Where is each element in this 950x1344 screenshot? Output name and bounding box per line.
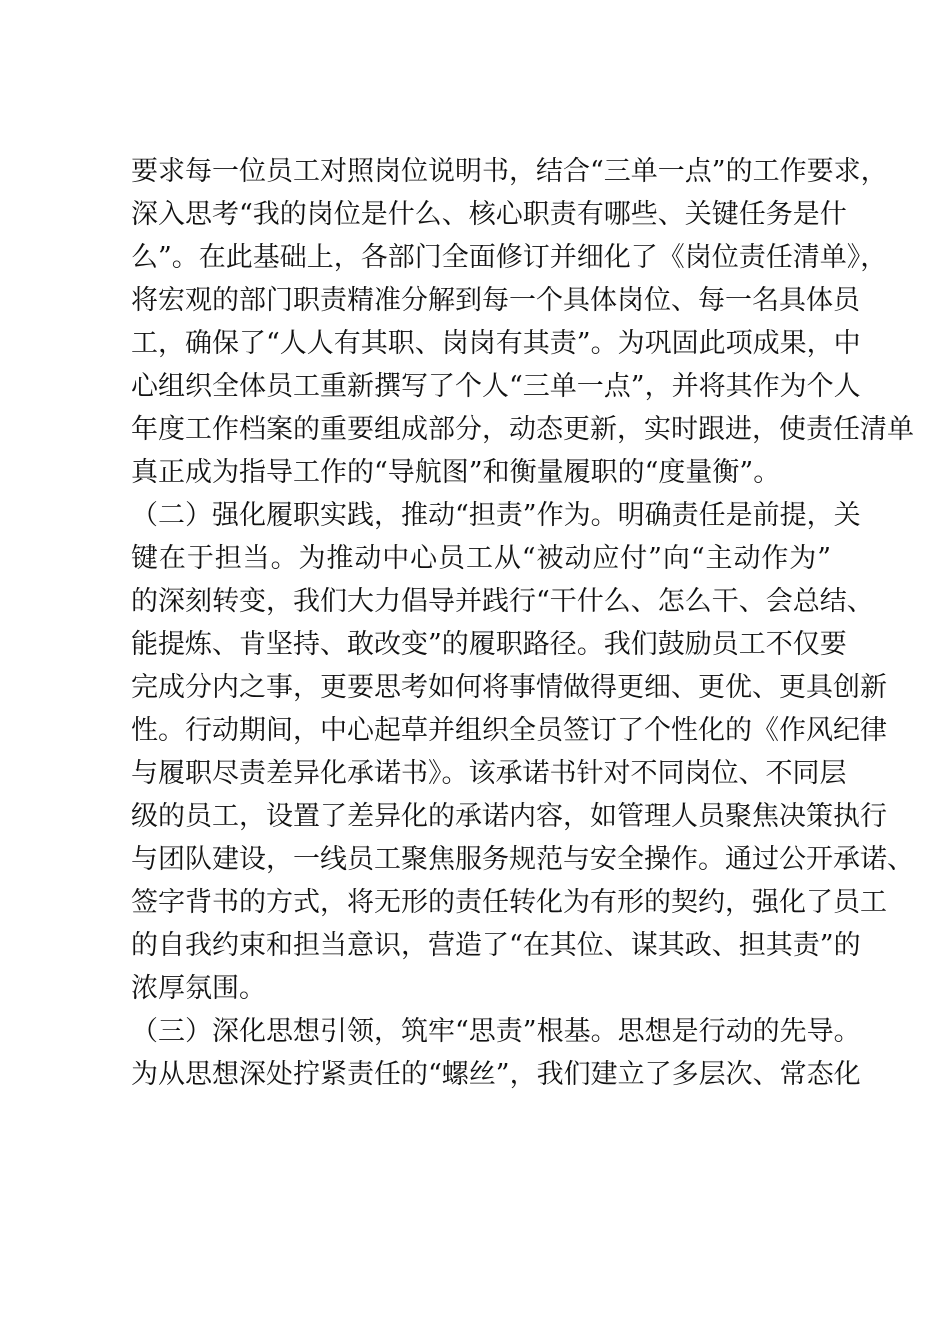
text-line-20: 浓厚氛围。 [131,973,266,1004]
body-text [131,150,914,1096]
text-line-12: 能提炼、肯坚持、敢改变”的履职路径。我们鼓励员工不仅要 [131,629,847,660]
text-line-18: 签字背书的方式，将无形的责任转化为有形的契约，强化了员工 [131,887,887,918]
text-line-3: 么”。在此基础上，各部门全面修订并细化了《岗位责任清单》， [131,242,888,273]
text-line-1: 要求每一位员工对照岗位说明书，结合“三单一点”的工作要求， [131,156,888,187]
text-line-6: 心组织全体员工重新撰写了个人“三单一点”，并将其作为个人 [131,371,861,402]
text-line-5: 工，确保了“人人有其职、岗岗有其责”。为巩固此项成果，中 [131,328,861,359]
text-line-17: 与团队建设，一线员工聚焦服务规范与安全操作。通过公开承诺、 [131,844,914,875]
section-heading-3: （三）深化思想引领，筑牢“思责”根基。思想是行动的先导。 [131,1016,861,1047]
text-line-14: 性。行动期间，中心起草并组织全员签订了个性化的《作风纪律 [131,715,887,746]
section-heading-2: （二）强化履职实践，推动“担责”作为。明确责任是前提，关 [131,500,861,531]
text-line-22: 为从思想深处拧紧责任的“螺丝”，我们建立了多层次、常态化 [131,1059,861,1090]
text-line-15: 与履职尽责差异化承诺书》。该承诺书针对不同岗位、不同层 [131,758,847,789]
text-line-4: 将宏观的部门职责精准分解到每一个具体岗位、每一名具体员 [131,285,860,316]
text-line-2: 深入思考“我的岗位是什么、核心职责有哪些、关键任务是什 [131,199,847,230]
text-line-13: 完成分内之事，更要思考如何将事情做得更细、更优、更具创新 [131,672,887,703]
text-line-16: 级的员工，设置了差异化的承诺内容，如管理人员聚焦决策执行 [131,801,887,832]
text-line-8: 真正成为指导工作的“导航图”和衡量履职的“度量衡”。 [131,457,781,488]
text-line-10: 键在于担当。为推动中心员工从“被动应付”向“主动作为” [131,543,831,574]
text-line-19: 的自我约束和担当意识，营造了“在其位、谋其政、担其责”的 [131,930,861,961]
text-line-7: 年度工作档案的重要组成部分，动态更新，实时跟进，使责任清单 [131,414,914,445]
text-line-11: 的深刻转变，我们大力倡导并践行“干什么、怎么干、会总结、 [131,586,874,617]
